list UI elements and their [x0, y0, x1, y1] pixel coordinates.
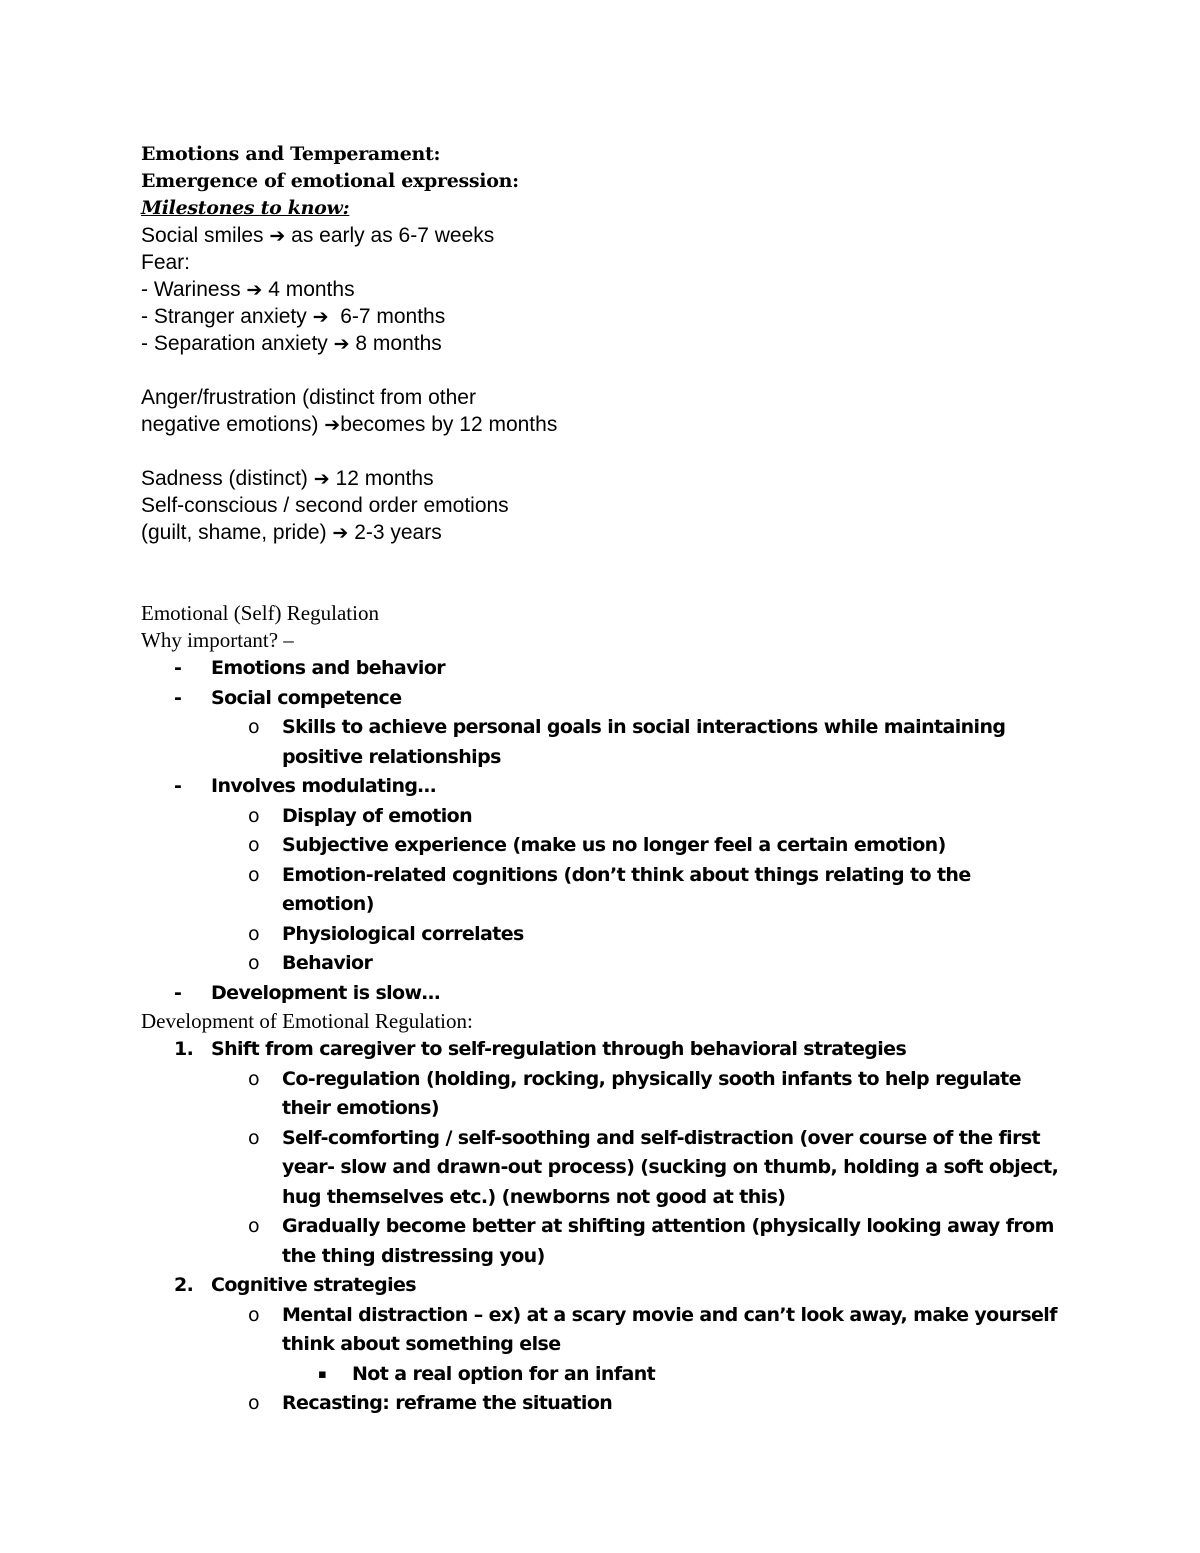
list-item-text: Behavior [282, 952, 373, 974]
list-item-text: Recasting: reframe the situation [282, 1392, 613, 1414]
list-item-text: Co-regulation (holding, rocking, physically sooth infants to help regulate their emotions) [282, 1067, 1021, 1119]
list-item [141, 802, 1061, 832]
dash-bullet: - [174, 686, 182, 709]
document-body [141, 141, 1061, 1419]
milestone-sadness [141, 465, 1061, 492]
list-item-text: Involves modulating… [211, 775, 436, 797]
arrow-icon: ➔ [312, 306, 329, 328]
circle-bullet: o [248, 1303, 260, 1326]
circle-bullet: o [248, 952, 260, 974]
arrow-icon: ➔ [333, 333, 350, 355]
list-item [141, 861, 1061, 920]
list-item [141, 831, 1061, 861]
dash-bullet: - [174, 657, 182, 679]
list-item [141, 920, 1061, 950]
regulation-list [141, 654, 1061, 1008]
milestone-wariness [141, 276, 1061, 303]
list-item [141, 772, 1061, 802]
arrow-icon: ➔ [324, 414, 341, 436]
circle-bullet: o [248, 804, 260, 827]
circle-bullet: o [248, 863, 260, 886]
arrow-icon: ➔ [313, 468, 330, 490]
list-item-text: Skills to achieve personal goals in social interactions while maintaining positive relationships [282, 716, 1006, 768]
list-item [141, 1212, 1061, 1271]
milestone-label: Sadness (distinct) [141, 467, 308, 490]
circle-bullet: o [248, 1215, 260, 1237]
fear-label: Fear: [141, 251, 191, 274]
milestone-label: - Separation anxiety [141, 332, 328, 355]
development-heading: Development of Emotional Regulation: [141, 1009, 473, 1033]
list-item-text: Physiological correlates [282, 922, 524, 945]
document-title: Emotions and Temperament: [141, 143, 441, 165]
circle-bullet: o [248, 1067, 260, 1090]
list-item [141, 684, 1061, 714]
list-item [141, 654, 1061, 684]
anger-line-1: Anger/frustration (distinct from other [141, 386, 476, 409]
milestone-label: - Wariness [141, 278, 241, 301]
list-number: 1. [174, 1038, 194, 1060]
list-item-text: Self-comforting / self-soothing and self-distraction (over course of the first year- slow and drawn-out process) (sucking on thumb, holding a soft object, hug themselves etc.) (newborns not good at this) [282, 1126, 1059, 1208]
arrow-icon: ➔ [269, 225, 286, 247]
list-item-text: Mental distraction – ex) at a scary movie and can’t look away, make yourself think about something else [282, 1303, 1057, 1355]
development-list [141, 1035, 1061, 1419]
list-item-text: Subjective experience (make us no longer feel a certain emotion) [282, 834, 946, 856]
milestone-value: 12 months [335, 467, 434, 490]
milestone-label: (guilt, shame, pride) [141, 521, 327, 544]
section-subtitle: Emergence of emotional expression: [141, 170, 519, 192]
circle-bullet: o [248, 1126, 260, 1149]
arrow-icon: ➔ [332, 522, 349, 544]
list-item [141, 1360, 1061, 1390]
list-item-text: Social competence [211, 686, 402, 709]
list-item-text: Development is slow… [211, 981, 440, 1004]
circle-bullet: o [248, 922, 260, 945]
list-number: 2. [174, 1274, 194, 1296]
circle-bullet: o [248, 834, 260, 856]
list-item [141, 713, 1061, 772]
milestone-value: 6-7 months [340, 305, 446, 328]
regulation-heading: Emotional (Self) Regulation [141, 601, 379, 625]
anger-line-2 [141, 411, 1061, 438]
list-item [141, 1065, 1061, 1124]
list-item [141, 979, 1061, 1009]
list-item-text: Emotions and behavior [211, 657, 446, 679]
milestone-value: 4 months [268, 278, 355, 301]
list-item [141, 1035, 1061, 1065]
milestone-value: 8 months [355, 332, 442, 355]
list-item-text: Emotion-related cognitions (don’t think about things relating to the emotion) [282, 863, 971, 915]
list-item-text: Not a real option for an infant [352, 1362, 656, 1385]
arrow-icon: ➔ [246, 279, 263, 301]
milestone-label: negative emotions) [141, 413, 319, 436]
circle-bullet: o [248, 1392, 260, 1414]
milestone-separation-anxiety [141, 330, 1061, 357]
self-conscious-line-2 [141, 519, 1061, 546]
milestone-social-smiles [141, 222, 1061, 249]
milestone-label: Social smiles [141, 224, 264, 247]
list-item-text: Shift from caregiver to self-regulation through behavioral strategies [211, 1038, 907, 1060]
list-item [141, 949, 1061, 979]
milestone-value: as early as 6-7 weeks [291, 224, 495, 247]
why-important: Why important? – [141, 628, 294, 652]
self-conscious-line-1: Self-conscious / second order emotions [141, 494, 509, 517]
list-item-text: Cognitive strategies [211, 1274, 416, 1296]
milestone-stranger-anxiety [141, 303, 1061, 330]
square-bullet: ▪ [318, 1366, 327, 1382]
milestones-heading: Milestones to know: [141, 197, 350, 219]
list-item-text: Gradually become better at shifting attention (physically looking away from the thing distressing you) [282, 1215, 1054, 1267]
milestone-value: becomes by 12 months [340, 413, 558, 436]
milestone-label: - Stranger anxiety [141, 305, 307, 328]
milestone-value: 2-3 years [354, 521, 442, 544]
dash-bullet: - [174, 981, 182, 1004]
list-item [141, 1301, 1061, 1360]
list-item [141, 1389, 1061, 1419]
dash-bullet: - [174, 775, 182, 797]
list-item [141, 1271, 1061, 1301]
list-item-text: Display of emotion [282, 804, 472, 827]
list-item [141, 1124, 1061, 1213]
circle-bullet: o [248, 716, 260, 738]
